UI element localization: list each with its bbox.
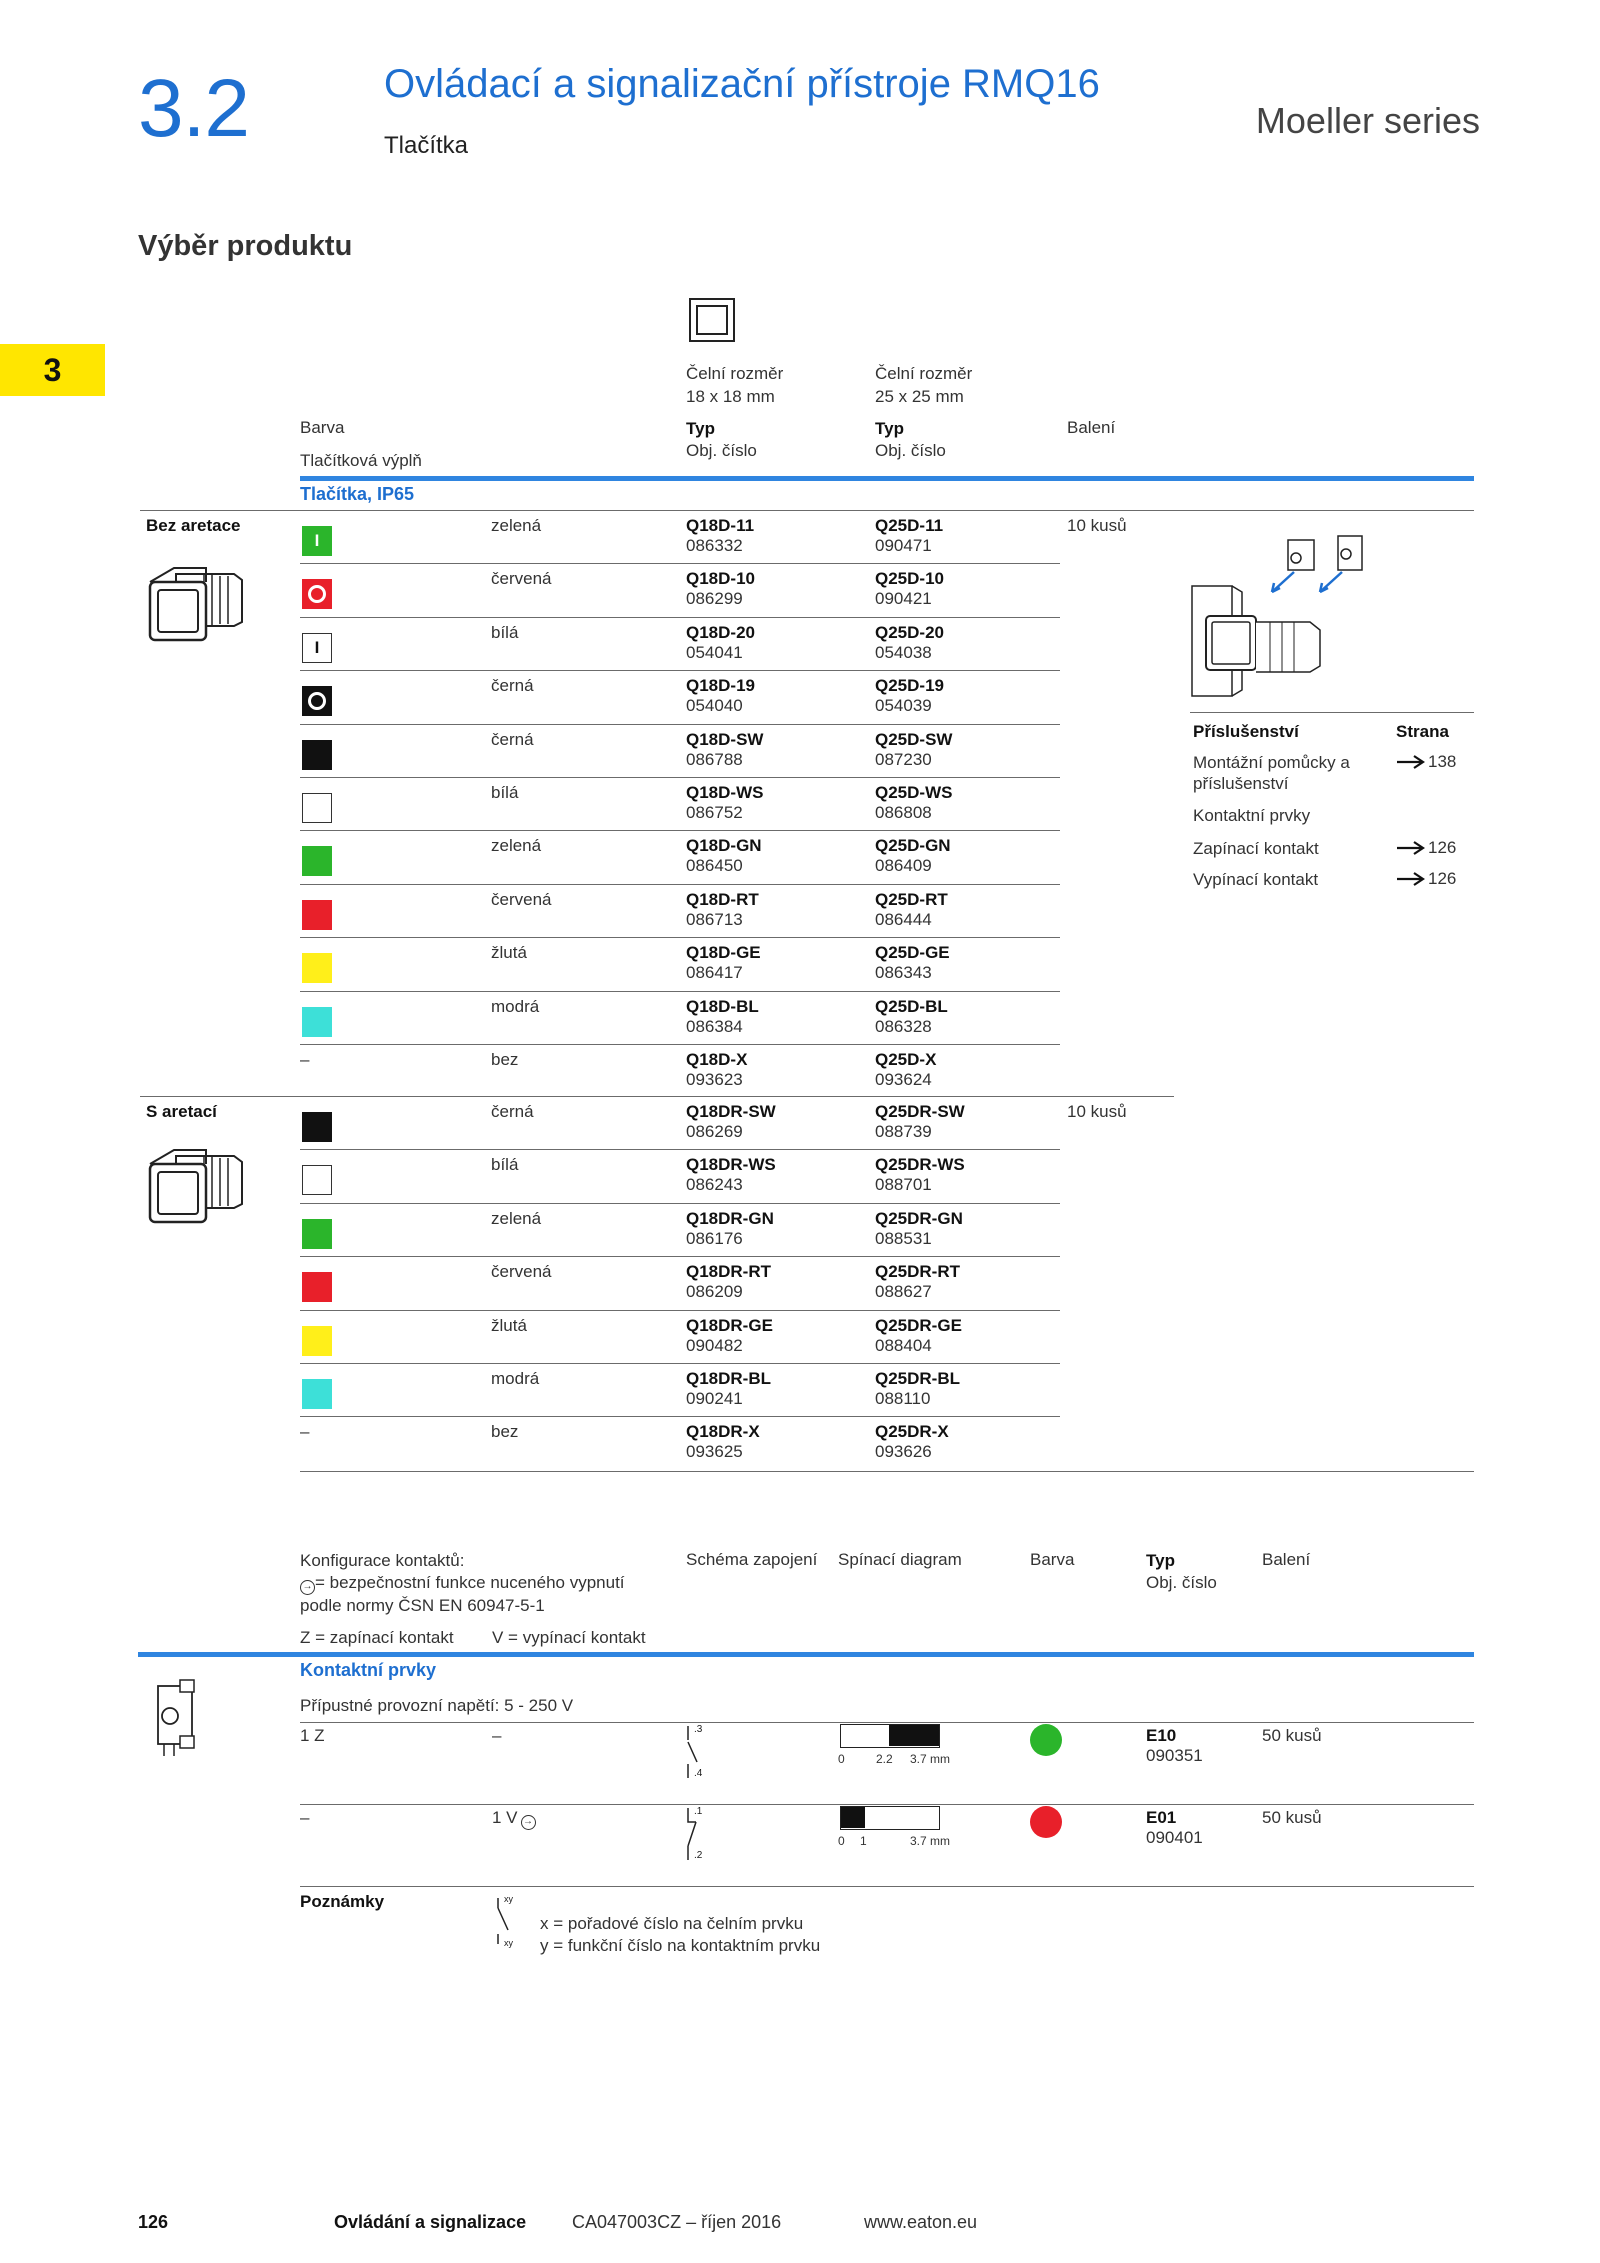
table-row [300, 1207, 1060, 1260]
hdr-vypln: Tlačítková výplň [300, 451, 422, 470]
order-number-25: 088110 [875, 1389, 931, 1408]
switching-diagram-fill [841, 1807, 865, 1828]
type-code-18[interactable]: Q18D-RT [686, 889, 759, 909]
order-number-25: 088404 [875, 1335, 932, 1355]
type-code-18[interactable]: Q18DR-SW [686, 1102, 776, 1121]
contact-color-dot [1030, 1724, 1062, 1756]
color-swatch [302, 1379, 332, 1409]
cell-25 [875, 997, 948, 1037]
vypln-cell: žlutá [491, 1315, 527, 1335]
front-size-icon [688, 297, 738, 343]
hdr-contact-typ-label: Typ [1146, 1551, 1175, 1570]
contact-order-number: 090351 [1146, 1746, 1203, 1765]
vypln-cell: modrá [491, 996, 540, 1016]
type-code-18[interactable]: Q18DR-RT [686, 1262, 772, 1282]
order-number-25: 090471 [875, 536, 932, 555]
cell-25 [875, 783, 952, 823]
cell-25 [875, 1422, 949, 1462]
section-divider [300, 476, 1474, 481]
order-number-18: 086299 [686, 589, 743, 609]
color-swatch [302, 900, 332, 930]
row-divider [300, 777, 1060, 778]
diagram-label-start: 0 [838, 1752, 845, 1766]
contact-element-icon [150, 1676, 202, 1758]
cell-25 [875, 623, 944, 663]
notes-term-bottom: xy [504, 1938, 513, 1948]
page-subtitle: Tlačítka [384, 132, 469, 159]
footer-web[interactable]: www.eaton.eu [864, 2212, 978, 2232]
color-swatch [302, 953, 332, 983]
hdr-contact-baleni: Balení [1262, 1550, 1311, 1569]
col-25-line1: Čelní rozměr [875, 364, 973, 383]
note-x: x = pořadové číslo na čelním prvku [540, 1914, 804, 1933]
table-top-line [140, 510, 1474, 511]
contact-v: – [492, 1726, 502, 1745]
table-row [300, 1314, 1060, 1367]
order-number-25: 090421 [875, 589, 932, 609]
row-divider [300, 1149, 1060, 1150]
contact-config-norm: podle normy ČSN EN 60947-5-1 [300, 1596, 545, 1615]
arrow-right-icon [1396, 840, 1426, 861]
vypln-cell: černá [491, 1102, 534, 1121]
contacts-bottom-line [300, 1886, 1474, 1887]
order-number-25: 086808 [875, 803, 932, 822]
type-code-25[interactable]: Q25D-X [875, 1050, 937, 1069]
cell-18 [686, 1155, 776, 1195]
off-symbol-icon [302, 579, 332, 609]
contact-z: – [300, 1808, 310, 1827]
accessories-page-header: Strana [1396, 722, 1449, 741]
accessories-top-line [1190, 712, 1474, 713]
vypln-cell: červená [491, 889, 552, 909]
type-code-18[interactable]: Q18DR-GN [686, 1208, 774, 1228]
cell-18 [686, 1102, 776, 1142]
order-number-25: 086444 [875, 909, 932, 929]
type-code-25[interactable]: Q25D-WS [875, 783, 953, 802]
cell-25 [875, 569, 944, 609]
row-divider [300, 991, 1060, 992]
table-row [300, 514, 1060, 567]
footer-doc: CA047003CZ – říjen 2016 [572, 2212, 782, 2232]
diagram-label-mid: 1 [860, 1834, 867, 1848]
cell-25 [875, 943, 950, 983]
pushbutton-latching-icon [146, 1142, 246, 1228]
order-number-18: 086752 [686, 803, 743, 822]
order-number-25: 086328 [875, 1016, 932, 1036]
notes-term-top: xy [504, 1894, 513, 1904]
hdr-schema: Schéma zapojení [686, 1550, 818, 1569]
type-code-18[interactable]: Q18D-20 [686, 622, 755, 642]
vypln-cell: žlutá [491, 943, 527, 963]
order-number-18: 086384 [686, 1016, 743, 1036]
contact-config-safety-text: = bezpečnostní funkce nuceného vypnutí [315, 1573, 625, 1592]
order-number-25: 054038 [875, 642, 932, 662]
contact-order-number: 090401 [1146, 1828, 1203, 1847]
on-symbol-icon: I [314, 531, 320, 550]
switching-diagram [840, 1806, 940, 1830]
type-code-25[interactable]: Q25D-BL [875, 996, 948, 1016]
table-row [300, 567, 1060, 620]
cell-25 [875, 1262, 960, 1302]
vypln-cell: bílá [491, 783, 519, 802]
order-number-18: 054040 [686, 696, 743, 716]
arrow-right-icon [1396, 871, 1426, 892]
cell-18 [686, 1369, 771, 1409]
order-number-18: 086417 [686, 963, 743, 983]
terminal-label-bottom: .4 [694, 1768, 703, 1779]
diagram-label-end: 3.7 mm [910, 1752, 951, 1766]
order-number-25: 088739 [875, 1122, 932, 1141]
cell-25 [875, 676, 944, 716]
vypln-cell: zelená [491, 516, 542, 535]
vypln-cell: bez [491, 1050, 519, 1069]
terminal-label-top: .3 [694, 1724, 703, 1735]
type-code-18[interactable]: Q18D-GN [686, 836, 762, 856]
voltage-note: Přípustné provozní napětí: 5 - 250 V [300, 1696, 574, 1715]
type-code-18[interactable]: Q18DR-GE [686, 1315, 773, 1335]
row-divider [300, 1256, 1060, 1257]
order-number-18: 086176 [686, 1228, 743, 1248]
terminal-label-bottom: .2 [694, 1850, 703, 1861]
order-number-18: 093625 [686, 1442, 743, 1462]
order-number-18: 054041 [686, 642, 743, 662]
arrow-right-icon [1396, 754, 1426, 775]
table-row [300, 995, 1060, 1048]
cell-18 [686, 943, 761, 983]
legend-z: Z = zapínací kontakt [300, 1628, 454, 1647]
type-code-25[interactable]: Q25DR-WS [875, 1155, 965, 1175]
off-symbol-icon [302, 686, 332, 716]
hdr-typ-label: Typ [875, 419, 904, 438]
contact-z: 1 Z [300, 1726, 325, 1745]
table-row [300, 1153, 1060, 1206]
cell-18 [686, 1316, 773, 1356]
row-divider [300, 937, 1060, 938]
col-25-header [875, 362, 972, 408]
vypln-cell: zelená [491, 836, 542, 856]
contact-v: 1 V [492, 1808, 518, 1827]
contact-type-code[interactable]: E01 [1146, 1808, 1177, 1827]
hdr-obj-label: Obj. číslo [875, 441, 946, 460]
type-code-25[interactable]: Q25D-19 [875, 676, 944, 696]
table-row [300, 674, 1060, 727]
vypln-cell: černá [491, 729, 534, 749]
order-number-18: 086243 [686, 1175, 743, 1195]
accessory-page-link[interactable]: 126 [1428, 869, 1457, 888]
hdr-contact-typ [1146, 1550, 1217, 1594]
type-code-18[interactable]: Q18DR-WS [686, 1155, 776, 1175]
cell-18 [686, 783, 763, 823]
order-number-18: 086269 [686, 1122, 743, 1141]
table-row [300, 1100, 1060, 1153]
order-number-18: 093623 [686, 1070, 743, 1089]
contact-row-top-line [300, 1722, 1474, 1723]
contact-config-title: Konfigurace kontaktů: [300, 1551, 465, 1570]
positive-opening-icon: → [300, 1580, 315, 1595]
row-divider [300, 1044, 1060, 1045]
color-swatch [302, 1272, 332, 1302]
contact-pack: 50 kusů [1262, 1726, 1322, 1745]
cell-18 [686, 1262, 771, 1302]
diagram-label-mid: 2.2 [876, 1752, 893, 1766]
contact-type-cell [1146, 1808, 1203, 1848]
footer-page-number: 126 [138, 2212, 169, 2232]
type-code-25[interactable]: Q25D-GN [875, 836, 951, 856]
contact-config-safety [300, 1572, 670, 1595]
order-number-25: 088701 [875, 1175, 932, 1195]
contact-pack: 50 kusů [1262, 1808, 1322, 1827]
table-row [300, 1420, 1060, 1473]
group-label-bez-aretace: Bez aretace [146, 516, 241, 535]
cell-25 [875, 1369, 960, 1409]
accessories-header: Příslušenství [1193, 722, 1299, 741]
group-label-s-aretaci: S aretací [146, 1102, 217, 1121]
cell-25 [875, 1155, 965, 1195]
color-swatch [302, 1165, 332, 1195]
type-code-18[interactable]: Q18D-WS [686, 783, 764, 802]
ring-icon [308, 585, 326, 603]
order-number-25: 087230 [875, 749, 932, 769]
order-number-25: 086343 [875, 963, 932, 983]
table-row [300, 834, 1060, 887]
type-code-25[interactable]: Q25D-11 [875, 516, 944, 535]
on-symbol-icon: I [314, 637, 320, 657]
row-divider [300, 1363, 1060, 1364]
contact-type-cell [1146, 1726, 1203, 1766]
table-row [300, 1260, 1060, 1313]
color-swatch [302, 526, 332, 556]
cell-18 [686, 1209, 774, 1249]
vypln-cell: zelená [491, 1208, 542, 1228]
order-number-25: 093626 [875, 1442, 932, 1462]
color-swatch [302, 740, 332, 770]
positive-opening-icon: → [521, 1815, 536, 1830]
cell-18 [686, 730, 763, 770]
type-code-18[interactable]: Q18D-GE [686, 943, 761, 963]
type-code-18[interactable]: Q18D-10 [686, 569, 755, 589]
type-code-25[interactable]: Q25DR-X [875, 1422, 949, 1442]
type-code-25[interactable]: Q25DR-RT [875, 1262, 961, 1282]
row-divider [300, 884, 1060, 885]
col-18-line1: Čelní rozměr [686, 364, 784, 383]
type-code-18[interactable]: Q18D-SW [686, 729, 764, 749]
hdr-typ-25 [875, 418, 946, 462]
order-number-18: 086788 [686, 749, 743, 769]
col-18-line2: 18 x 18 mm [686, 387, 775, 406]
vypln-cell: červená [491, 1262, 552, 1282]
switching-diagram [840, 1724, 940, 1748]
type-code-18[interactable]: Q18D-X [686, 1050, 748, 1069]
switching-diagram-fill [889, 1725, 939, 1746]
type-code-25[interactable]: Q25D-SW [875, 729, 953, 749]
cell-25 [875, 1050, 936, 1090]
col-25-line2: 25 x 25 mm [875, 387, 964, 406]
order-number-18: 090241 [686, 1389, 743, 1408]
color-swatch [302, 1007, 332, 1037]
assembly-drawing-icon [1190, 530, 1390, 700]
color-swatch [302, 1326, 332, 1356]
hdr-contact-obj-label: Obj. číslo [1146, 1573, 1217, 1592]
note-y: y = funkční číslo na kontaktním prvku [540, 1936, 821, 1955]
type-code-25[interactable]: Q25D-GE [875, 943, 950, 963]
table-row [300, 728, 1060, 781]
diagram-label-start: 0 [838, 1834, 845, 1848]
barva-cell: – [300, 1050, 310, 1069]
ring-icon [308, 692, 326, 710]
type-code-18[interactable]: Q18D-BL [686, 996, 759, 1016]
terminal-label-top: .1 [694, 1806, 703, 1817]
row-divider [300, 563, 1060, 564]
cell-25 [875, 1102, 965, 1142]
type-code-18[interactable]: Q18D-11 [686, 516, 755, 535]
row-divider [300, 1203, 1060, 1204]
accessory-name: Zapínací kontakt [1193, 839, 1319, 858]
order-number-18: 090482 [686, 1335, 743, 1355]
vypln-cell: červená [491, 569, 552, 589]
legend-v: V = vypínací kontakt [492, 1628, 646, 1647]
cell-18 [686, 623, 755, 663]
section-number: 3.2 [138, 63, 249, 154]
order-number-18: 086450 [686, 856, 743, 876]
row-divider [300, 1416, 1060, 1417]
normally-open-symbol-icon [684, 1724, 724, 1780]
type-code-25[interactable]: Q25DR-GE [875, 1315, 962, 1335]
pack-group2: 10 kusů [1067, 1102, 1127, 1121]
order-number-25: 086409 [875, 856, 932, 876]
cell-18 [686, 1050, 747, 1090]
page-title: Ovládací a signalizační přístroje RMQ16 [384, 62, 1100, 106]
pack-group1: 10 kusů [1067, 516, 1127, 535]
type-code-25[interactable]: Q25DR-BL [875, 1369, 961, 1388]
pushbutton-icon [146, 560, 246, 646]
accessory-page-link[interactable]: 126 [1428, 838, 1457, 857]
normally-closed-symbol-icon [684, 1806, 724, 1862]
col-18-header [686, 362, 783, 408]
contact-config-header [300, 1550, 670, 1617]
table-row [300, 888, 1060, 941]
cell-18 [686, 890, 759, 930]
cell-18 [686, 1422, 760, 1462]
accessory-page-link[interactable]: 138 [1428, 752, 1457, 771]
color-swatch [302, 1219, 332, 1249]
contact-v-cell [492, 1808, 536, 1830]
accessory-name: Vypínací kontakt [1193, 870, 1319, 889]
contact-v-cell [492, 1726, 501, 1746]
diagram-label-end: 3.7 mm [910, 1834, 951, 1848]
hdr-diagram: Spínací diagram [838, 1550, 962, 1569]
order-number-25: 054039 [875, 696, 932, 716]
cell-18 [686, 569, 755, 609]
vypln-cell: bílá [491, 622, 519, 642]
cell-18 [686, 997, 759, 1037]
vypln-cell: černá [491, 676, 534, 696]
color-swatch [302, 793, 332, 823]
chapter-tab[interactable]: 3 [0, 344, 105, 396]
cell-25 [875, 890, 948, 930]
contacts-divider [138, 1652, 1474, 1657]
order-number-25: 088531 [875, 1228, 932, 1248]
color-swatch [302, 633, 332, 663]
cell-18 [686, 516, 754, 556]
color-swatch [302, 846, 332, 876]
order-number-18: 086332 [686, 536, 743, 555]
table-row [300, 781, 1060, 834]
vypln-cell: bílá [491, 1155, 519, 1175]
row-divider [300, 617, 1060, 618]
table-row [300, 941, 1060, 994]
cell-25 [875, 1316, 962, 1356]
hdr-barva: Barva [300, 418, 345, 437]
row-divider [300, 830, 1060, 831]
hdr-typ-18 [686, 418, 757, 462]
type-code-18[interactable]: Q18DR-BL [686, 1369, 772, 1388]
order-number-25: 093624 [875, 1070, 932, 1089]
row-divider [300, 670, 1060, 671]
table-row [300, 1367, 1060, 1420]
hdr-typ-label: Typ [686, 419, 715, 438]
accessory-name: Kontaktní prvky [1193, 806, 1311, 825]
series-label: Moeller series [1255, 100, 1480, 141]
cell-25 [875, 1209, 963, 1249]
cell-25 [875, 836, 951, 876]
type-code-18[interactable]: Q18D-19 [686, 676, 755, 696]
table-row [300, 621, 1060, 674]
cell-25 [875, 730, 952, 770]
hdr-baleni: Balení [1067, 418, 1116, 437]
type-code-25[interactable]: Q25DR-GN [875, 1208, 963, 1228]
footer-section: Ovládání a signalizace [334, 2212, 527, 2232]
order-number-18: 086713 [686, 909, 743, 929]
contact-row-divider [300, 1804, 1474, 1805]
type-code-25[interactable]: Q25DR-SW [875, 1102, 965, 1121]
vypln-cell: modrá [491, 1369, 540, 1388]
type-code-25[interactable]: Q25D-10 [875, 569, 944, 589]
table-bottom-line [300, 1471, 1474, 1472]
table-row [300, 1048, 1060, 1101]
notes-label: Poznámky [300, 1892, 385, 1911]
contact-color-dot [1030, 1806, 1062, 1838]
hdr-obj-label: Obj. číslo [686, 441, 757, 460]
color-swatch [302, 1112, 332, 1142]
type-code-25[interactable]: Q25D-RT [875, 889, 948, 909]
product-selection-heading: Výběr produktu [138, 230, 353, 262]
section-name-buttons: Tlačítka, IP65 [300, 484, 415, 504]
color-swatch [302, 686, 332, 716]
cell-25 [875, 516, 943, 556]
type-code-25[interactable]: Q25D-20 [875, 622, 944, 642]
order-number-18: 086209 [686, 1282, 743, 1302]
order-number-25: 088627 [875, 1282, 932, 1302]
row-divider [300, 1310, 1060, 1311]
type-code-18[interactable]: Q18DR-X [686, 1422, 760, 1442]
hdr-contact-barva: Barva [1030, 1550, 1075, 1569]
barva-cell: – [300, 1422, 310, 1442]
accessory-name: Montážní pomůcky a příslušenství [1193, 753, 1350, 793]
cell-18 [686, 836, 762, 876]
color-swatch [302, 579, 332, 609]
row-divider [300, 724, 1060, 725]
cell-18 [686, 676, 755, 716]
vypln-cell: bez [491, 1422, 519, 1442]
section-name-contacts: Kontaktní prvky [300, 1660, 437, 1680]
contact-type-code[interactable]: E10 [1146, 1726, 1177, 1745]
